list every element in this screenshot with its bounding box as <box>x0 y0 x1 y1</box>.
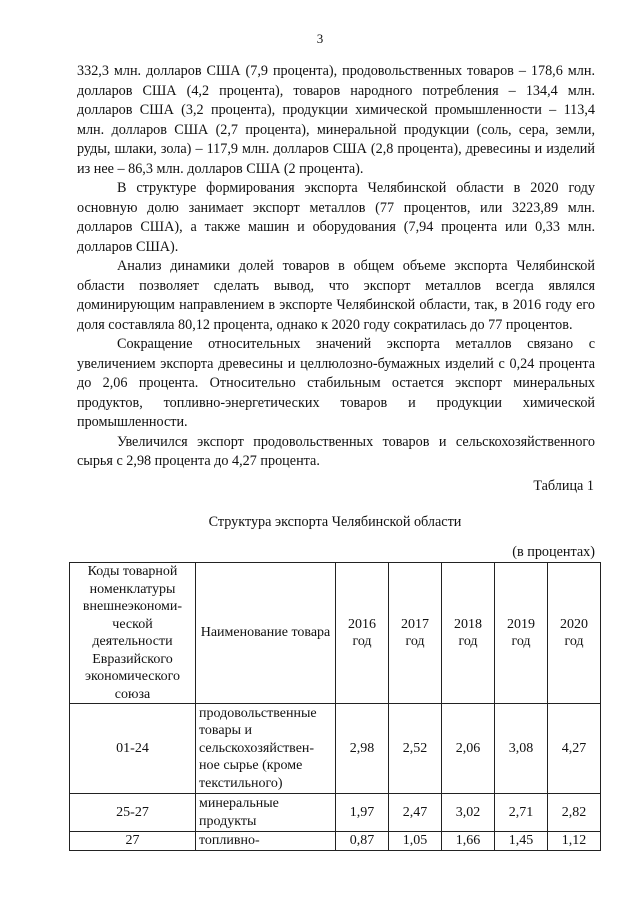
cell-name: топливно- <box>196 832 336 851</box>
cell-2016: 1,97 <box>336 794 389 832</box>
cell-code: 27 <box>70 832 196 851</box>
header-2020: 2020 год <box>548 563 601 704</box>
cell-2016: 2,98 <box>336 704 389 794</box>
cell-2018: 3,02 <box>442 794 495 832</box>
cell-2017: 1,05 <box>389 832 442 851</box>
export-structure-table <box>69 562 601 851</box>
paragraph: В структуре формирования экспорта Челябинской области в 2020 году основную долю занимает экспорт металлов (77 процентов, или 3223,89 млн. долларов США), а также машин и оборудования (7,94 процента или 0,33 млн. долларов США). <box>77 180 595 255</box>
cell-name: продовольственные товары и сельскохозяйствен-ное сырье (кроме текстильного) <box>196 704 336 794</box>
table-row <box>70 794 601 832</box>
cell-2018: 1,66 <box>442 832 495 851</box>
cell-2020: 2,82 <box>548 794 601 832</box>
table-label: Таблица 1 <box>533 478 594 494</box>
header-2017: 2017 год <box>389 563 442 704</box>
header-code: Коды товарной номенклатуры внешнеэкономи-ческой деятельности Евразийского экономического союза <box>70 563 196 704</box>
cell-2020: 4,27 <box>548 704 601 794</box>
cell-2019: 3,08 <box>495 704 548 794</box>
cell-2016: 0,87 <box>336 832 389 851</box>
page-number: 3 <box>316 31 324 46</box>
table-row <box>70 704 601 794</box>
cell-2019: 2,71 <box>495 794 548 832</box>
cell-name: минеральные продукты <box>196 794 336 832</box>
paragraph: 332,3 млн. долларов США (7,9 процента), продовольственных товаров – 178,6 млн. долларов США (4,2 процента), товаров народного потребления – 134,4 млн. долларов США (3,2 процента), продукции химической промышленности – 113,4 млн. долларов США (2,7 процента), минеральной продукции (соль, сера, земли, руды, шлаки, зола) – 117,9 млн. долларов США (2,8 процента), древесины и изделий из нее – 86,3 млн. долларов США (2 процента). <box>77 63 595 177</box>
cell-2019: 1,45 <box>495 832 548 851</box>
cell-2017: 2,47 <box>389 794 442 832</box>
paragraph: Увеличился экспорт продовольственных товаров и сельскохозяйственного сырья с 2,98 процента до 4,27 процента. <box>77 433 595 469</box>
header-2016: 2016 год <box>336 563 389 704</box>
cell-2017: 2,52 <box>389 704 442 794</box>
header-name: Наименование товара <box>196 563 336 704</box>
paragraph: Сокращение относительных значений экспорта металлов связано с увеличением экспорта древесины и целлюлозно-бумажных изделий с 0,24 процента до 2,06 процента. Относительно стабильным остается экспорт минеральных продуктов, топливно-энергетических товаров и продукции химической промышленности. <box>77 336 595 430</box>
cell-code: 01-24 <box>70 704 196 794</box>
table-units: (в процентах) <box>512 544 595 560</box>
paragraph: Анализ динамики долей товаров в общем объеме экспорта Челябинской области позволяет сделать вывод, что экспорт металлов всегда являлся доминирующим направлением в экспорте Челябинской области, так, в 2016 году его доля составляла 80,12 процента, однако к 2020 году сократилась до 77 процентов. <box>77 258 595 333</box>
body-text <box>77 62 595 472</box>
table-title: Структура экспорта Челябинской области <box>208 514 462 530</box>
header-2018: 2018 год <box>442 563 495 704</box>
header-2019: 2019 год <box>495 563 548 704</box>
table-row <box>70 832 601 851</box>
cell-2018: 2,06 <box>442 704 495 794</box>
header-row <box>70 563 601 704</box>
cell-code: 25-27 <box>70 794 196 832</box>
cell-2020: 1,12 <box>548 832 601 851</box>
